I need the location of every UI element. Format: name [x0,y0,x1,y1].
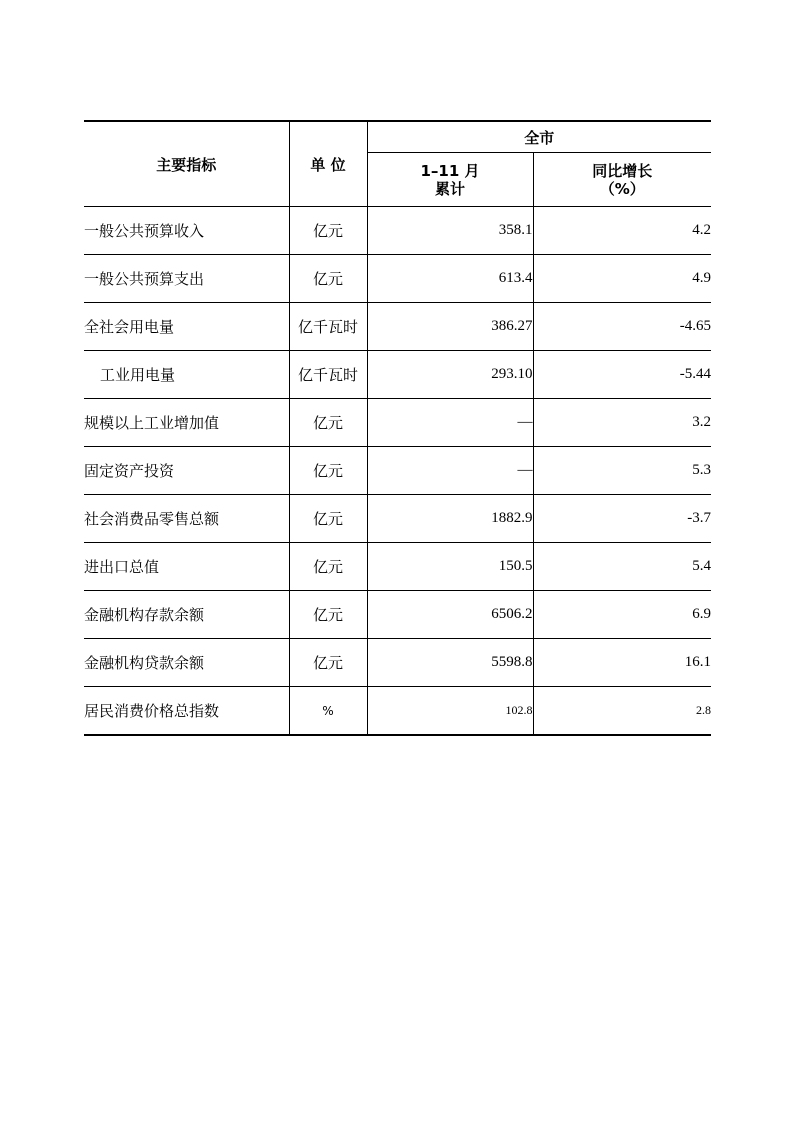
table-row [84,351,711,399]
row-yoy: -4.65 [533,303,711,351]
row-unit: % [289,687,367,736]
row-yoy: -5.44 [533,351,711,399]
row-indicator: 一般公共预算支出 [84,255,289,303]
row-unit: 亿元 [289,207,367,255]
row-indicator: 一般公共预算收入 [84,207,289,255]
row-unit: 亿元 [289,495,367,543]
row-unit: 亿元 [289,399,367,447]
row-cumulative: 358.1 [367,207,533,255]
header-cumulative [367,153,533,207]
table-header [84,121,711,207]
row-cumulative: — [367,399,533,447]
table-row [84,255,711,303]
row-cumulative: 150.5 [367,543,533,591]
table-row [84,303,711,351]
row-yoy: 3.2 [533,399,711,447]
row-cumulative: 613.4 [367,255,533,303]
row-indicator: 工业用电量 [84,351,289,399]
header-yoy-unit: （%） [599,179,645,198]
row-indicator: 社会消费品零售总额 [84,495,289,543]
row-unit: 亿元 [289,591,367,639]
table-row [84,495,711,543]
header-cumulative-label: 累计 [434,179,465,198]
row-yoy: 16.1 [533,639,711,687]
header-region: 全市 [367,121,711,153]
row-indicator: 全社会用电量 [84,303,289,351]
row-unit: 亿元 [289,255,367,303]
row-cumulative: 102.8 [367,687,533,736]
row-unit: 亿千瓦时 [289,351,367,399]
row-yoy: 4.9 [533,255,711,303]
table-row [84,687,711,736]
header-cumulative-period: 1–11 月 [420,161,480,180]
row-yoy: 5.3 [533,447,711,495]
table-row [84,543,711,591]
row-yoy: 4.2 [533,207,711,255]
header-unit: 单 位 [289,121,367,207]
row-indicator: 金融机构存款余额 [84,591,289,639]
row-cumulative: 1882.9 [367,495,533,543]
row-yoy: -3.7 [533,495,711,543]
table-row [84,447,711,495]
row-indicator: 居民消费价格总指数 [84,687,289,736]
row-indicator: 金融机构贷款余额 [84,639,289,687]
row-cumulative: 6506.2 [367,591,533,639]
row-cumulative: 5598.8 [367,639,533,687]
statistics-table [84,120,711,736]
table-body [84,207,711,736]
row-cumulative: 386.27 [367,303,533,351]
row-cumulative: — [367,447,533,495]
table-row [84,399,711,447]
row-indicator: 固定资产投资 [84,447,289,495]
row-unit: 亿元 [289,447,367,495]
table-row [84,591,711,639]
table-row [84,639,711,687]
table-row [84,207,711,255]
row-unit: 亿元 [289,639,367,687]
header-yoy [533,153,711,207]
row-indicator: 进出口总值 [84,543,289,591]
row-yoy: 6.9 [533,591,711,639]
row-cumulative: 293.10 [367,351,533,399]
row-yoy: 5.4 [533,543,711,591]
header-indicator: 主要指标 [84,121,289,207]
row-yoy: 2.8 [533,687,711,736]
row-unit: 亿元 [289,543,367,591]
header-yoy-label: 同比增长 [592,161,653,180]
row-unit: 亿千瓦时 [289,303,367,351]
row-indicator: 规模以上工业增加值 [84,399,289,447]
